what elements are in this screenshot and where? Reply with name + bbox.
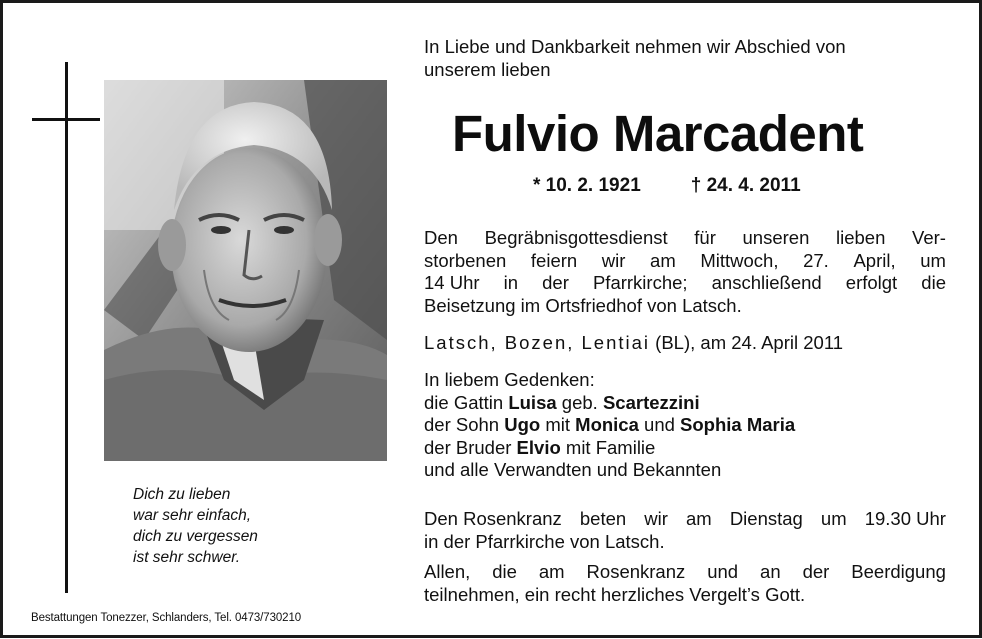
- text: der Sohn: [424, 414, 505, 435]
- service-paragraph: [424, 227, 946, 317]
- word: storbenen: [424, 249, 507, 271]
- paragraph-line: [424, 531, 946, 554]
- mourner-line: und alle Verwandten und Bekannten: [424, 459, 722, 480]
- word: Den: [424, 227, 458, 248]
- place-date: (BL), am 24. April 2011: [650, 332, 844, 353]
- place-date-line: [424, 332, 843, 354]
- word: in der Pfarrkirche von Latsch.: [424, 530, 665, 552]
- text: der Bruder: [424, 436, 517, 458]
- paragraph-line: [424, 584, 946, 607]
- word: Allen,: [424, 561, 471, 582]
- motto-verse: [133, 484, 258, 568]
- word: der: [802, 561, 830, 582]
- mourner-name: Ugo: [504, 414, 541, 435]
- birth-date: * 10. 2. 1921: [533, 175, 641, 196]
- word: unseren: [742, 227, 810, 248]
- motto-line: war sehr einfach,: [133, 507, 252, 524]
- intro-text: [424, 36, 944, 81]
- text: mit Familie: [560, 436, 656, 458]
- life-dates: [533, 175, 801, 197]
- word: am: [686, 508, 712, 529]
- word: der: [542, 272, 569, 293]
- word: Rosenkranz: [586, 561, 686, 582]
- word: Beisetzung im Ortsfriedhof von Latsch.: [424, 294, 742, 316]
- portrait-photo: [104, 80, 387, 461]
- word: an: [760, 561, 781, 582]
- word: am: [538, 561, 565, 582]
- rosary-paragraph: [424, 508, 946, 553]
- paragraph-line: [424, 295, 946, 318]
- word: lieben: [835, 227, 886, 248]
- word: 14 Uhr: [424, 272, 480, 293]
- word: Pfarrkirche;: [592, 272, 688, 293]
- word: erfolgt: [845, 272, 898, 293]
- text: mit: [540, 414, 576, 435]
- mourners-list: [424, 369, 795, 482]
- word: wir: [644, 508, 668, 529]
- intro-line: In Liebe und Dankbarkeit nehmen wir Abschied von: [424, 36, 846, 57]
- mourner-line: [424, 437, 795, 460]
- word: Mittwoch,: [700, 249, 779, 271]
- word: und: [707, 561, 739, 582]
- word: am: [650, 249, 676, 271]
- word: die: [921, 272, 946, 293]
- mourners-heading: In liebem Gedenken:: [424, 369, 595, 390]
- mourner-name: Sophia Maria: [680, 414, 796, 435]
- word: in: [503, 272, 519, 293]
- mourner-name: Luisa: [508, 391, 557, 413]
- word: Begräbnisgottesdienst: [484, 227, 668, 248]
- paragraph-line: [424, 227, 946, 250]
- intro-line: unserem lieben: [424, 58, 551, 80]
- mourner-line: [424, 392, 795, 415]
- place-names: Latsch, Bozen, Lentiai: [424, 332, 651, 353]
- word: um: [920, 249, 946, 271]
- text: geb.: [556, 391, 603, 413]
- word: Ver-: [912, 227, 946, 248]
- paragraph-line: [424, 508, 946, 531]
- word: für: [694, 227, 716, 248]
- text: die Gattin: [424, 391, 509, 413]
- cross-vertical: [65, 62, 68, 593]
- word: April,: [853, 249, 896, 271]
- mourner-line: [424, 414, 795, 437]
- word: um: [820, 508, 847, 529]
- word: Dienstag: [729, 508, 803, 529]
- word: wir: [601, 249, 626, 271]
- word: 27.: [803, 249, 829, 271]
- thanks-paragraph: [424, 561, 946, 606]
- cross-horizontal: [32, 118, 100, 121]
- motto-line: Dich zu lieben: [133, 486, 231, 503]
- deceased-name: Fulvio Marcadent: [452, 105, 864, 162]
- word: Den Rosenkranz: [424, 508, 562, 529]
- word: teilnehmen, ein recht herzliches Vergelt’s Gott.: [424, 583, 806, 605]
- mourner-name: Scartezzini: [602, 391, 700, 413]
- word: die: [492, 561, 517, 582]
- mourner-name: Elvio: [516, 436, 561, 458]
- word: beten: [579, 508, 627, 529]
- word: Beerdigung: [851, 561, 946, 582]
- mourner-name: Monica: [575, 414, 639, 435]
- motto-line: ist sehr schwer.: [133, 549, 241, 566]
- funeral-home-footer: Bestattungen Tonezzer, Schlanders, Tel. 0473/730210: [31, 612, 302, 624]
- death-date: † 24. 4. 2011: [690, 175, 801, 196]
- paragraph-line: [424, 561, 946, 584]
- motto-line: dich zu vergessen: [133, 528, 258, 545]
- word: anschließend: [711, 272, 822, 293]
- text: und: [638, 414, 681, 435]
- word: feiern: [530, 249, 578, 271]
- paragraph-line: [424, 272, 946, 295]
- paragraph-line: [424, 250, 946, 273]
- word: 19.30 Uhr: [864, 508, 946, 529]
